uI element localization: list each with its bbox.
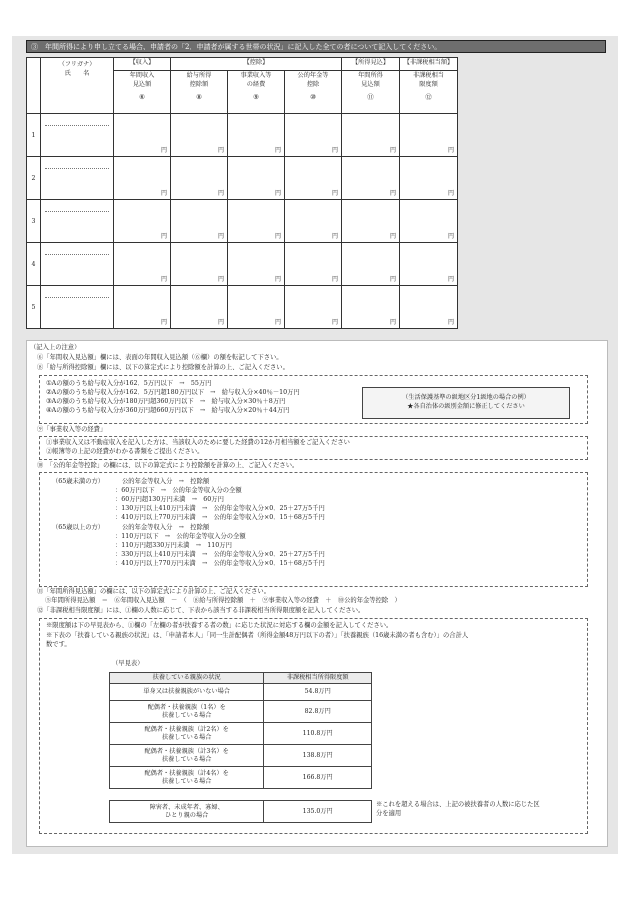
salary-deduction-field[interactable] (171, 157, 228, 200)
col-salary-deduction: 給与所得 控除額 ⑧ (171, 71, 228, 114)
table-row (27, 157, 458, 200)
yen-unit: 円 (160, 276, 167, 283)
name-field[interactable] (41, 200, 114, 243)
income-estimate-field[interactable] (342, 286, 400, 329)
row-number: 1 (27, 114, 41, 157)
quick-status: 配偶者・扶養親族（計4名）を 扶養している場合 (110, 767, 264, 789)
name-field[interactable] (41, 286, 114, 329)
yen-unit: 円 (217, 190, 224, 197)
group-income-estimate: 【所得見込】 (342, 58, 400, 71)
yen-unit: 円 (160, 147, 167, 154)
group-nontax: 【非課税相当額】 (400, 58, 458, 71)
under65-rule-3: ：130万円以上410万円未満 → 公的年金等収入分×0．25＋27万5千円 (115, 505, 325, 512)
business-expense-box (39, 436, 588, 460)
row-number: 4 (27, 243, 41, 286)
quick-status: 配偶者・扶養親族（1名）を 扶養している場合 (110, 701, 264, 723)
note-12-c: 数です。 (46, 641, 71, 648)
quick-amount: 110.8万円 (264, 723, 372, 745)
quick-amount: 82.8万円 (264, 701, 372, 723)
col-nontax-limit: 非課税相当 限度額 ⑫ (400, 71, 458, 114)
note-12: ⑫「非課税相当限度額」には、①欄の人数に応じて、下表から該当する非課税相当所得限度額を記入してください。 (37, 607, 365, 614)
yen-unit: 円 (217, 276, 224, 283)
income-estimate-field[interactable] (342, 114, 400, 157)
yen-unit: 円 (447, 233, 454, 240)
over65-head: 公的年金等収入分 → 控除額 (122, 524, 210, 531)
table-row (27, 200, 458, 243)
quick-head-status: 扶養している親族の状況 (110, 673, 264, 684)
quick-status: 配偶者・扶養親族（計2名）を 扶養している場合 (110, 723, 264, 745)
over65-label: （65歳以上の方） (52, 524, 105, 531)
under65-rule-4: ：410万円以上770万円未満 → 公的年金等収入分×0．15＋68万5千円 (115, 514, 325, 521)
pension-deduction-field[interactable] (285, 243, 342, 286)
under65-rule-1: ：60万円以下 → 公的年金等収入分の全額 (115, 487, 242, 494)
salary-rule-1: ①Aの額のうち給与収入分が162．5万円以下 → 55万円 (46, 380, 212, 387)
quick-head-amount: 非課税相当所得限度額 (264, 673, 372, 684)
yen-unit: 円 (447, 147, 454, 154)
over65-rule-3: ：330万円以上410万円未満 → 公的年金等収入分×0．25＋27万5千円 (115, 551, 325, 558)
note-11-formula: ⑤年間所得見込額 ＝ ⑥年間収入見込額 － （ ⑧給与所得控除額 ＋ ⑨事業収入等の経費 ＋ ⑩公的年金等控除 ） (45, 597, 401, 604)
pension-formula-box (39, 472, 588, 587)
annual-income-field[interactable] (114, 286, 171, 329)
nontax-limit-field[interactable] (400, 286, 458, 329)
business-expense-field[interactable] (228, 243, 285, 286)
yen-unit: 円 (331, 233, 338, 240)
business-expense-field[interactable] (228, 200, 285, 243)
annual-income-field[interactable] (114, 243, 171, 286)
yen-unit: 円 (447, 190, 454, 197)
note-9: ⑨「事業収入等の経費」 (37, 426, 107, 433)
under65-label: （65歳未満の方） (52, 478, 105, 485)
notes-title: （記入上の注意） (30, 344, 81, 351)
yen-unit: 円 (331, 319, 338, 326)
business-expense-field[interactable] (228, 157, 285, 200)
yen-unit: 円 (389, 190, 396, 197)
quick-table-title: （早見表） (112, 660, 144, 667)
quick-row (110, 684, 372, 701)
name-field[interactable] (41, 243, 114, 286)
yen-unit: 円 (160, 233, 167, 240)
over-limit-note: ※これを超える場合は、上記の被扶養者の人数に応じた区 分を適用 (376, 801, 540, 817)
yen-unit: 円 (447, 276, 454, 283)
yen-unit: 円 (389, 233, 396, 240)
section-header: ③ 年間所得により申し立てる場合、申請者の「2．申請者が属する世帯の状況」に記入した全ての者について記入してください。 (26, 40, 606, 53)
income-estimate-field[interactable] (342, 200, 400, 243)
salary-deduction-field[interactable] (171, 200, 228, 243)
salary-deduction-field[interactable] (171, 286, 228, 329)
pension-deduction-field[interactable] (285, 200, 342, 243)
col-business-expense: 事業収入等 の経費 ⑨ (228, 71, 285, 114)
yen-unit: 円 (274, 319, 281, 326)
yen-unit: 円 (389, 319, 396, 326)
table-row (27, 243, 458, 286)
quick-status: 配偶者・扶養親族（計3名）を 扶養している場合 (110, 745, 264, 767)
business-expense-field[interactable] (228, 114, 285, 157)
quick-extra-status: 障害者、未成年者、寡婦、 ひとり親の場合 (110, 801, 264, 823)
table-row (27, 114, 458, 157)
quick-row (110, 745, 372, 767)
note-12-a: ※限度額は下の早見表から、①欄の「左欄の者が扶養する者の数」に応じた状況に対応する欄の金額を記入してください。 (46, 622, 393, 629)
yen-unit: 円 (160, 319, 167, 326)
group-deduction: 【控除】 (171, 58, 342, 71)
business-rule-2: ②帳簿等の上記の経費がわかる書類をご提出ください。 (46, 448, 204, 455)
income-estimate-field[interactable] (342, 157, 400, 200)
salary-deduction-field[interactable] (171, 114, 228, 157)
yen-unit: 円 (160, 190, 167, 197)
salary-deduction-field[interactable] (171, 243, 228, 286)
yen-unit: 円 (447, 319, 454, 326)
salary-rule-4: ④Aの額のうち給与収入分が360万円超660万円以下 → 給与収入分×20％＋44万円 (46, 407, 290, 414)
pension-deduction-field[interactable] (285, 114, 342, 157)
yen-unit: 円 (331, 147, 338, 154)
yen-unit: 円 (274, 276, 281, 283)
quick-row (110, 723, 372, 745)
local-standard-note: （生活保護基準の級地区分1級地の場合の例） ★各自治体の級別金額に修正してください (362, 387, 570, 419)
nontax-limit-field[interactable] (400, 157, 458, 200)
under65-head: 公的年金等収入分 → 控除額 (122, 478, 210, 485)
quick-extra-amount: 135.0万円 (264, 801, 372, 823)
salary-rule-3: ③Aの額のうち給与収入分が180万円超360万円以下 → 給与収入分×30％＋8万円 (46, 398, 286, 405)
nontax-limit-field[interactable] (400, 243, 458, 286)
annual-income-field[interactable] (114, 200, 171, 243)
yen-unit: 円 (217, 147, 224, 154)
income-estimate-field[interactable] (342, 243, 400, 286)
note-10: ⑩ 「公的年金等控除」の欄には、以下の算定式により控除額を計算の上、ご記入ください。 (37, 462, 299, 469)
row-number: 2 (27, 157, 41, 200)
under65-rule-2: ：60万円超130万円未満 → 60万円 (115, 496, 224, 503)
col-annual-income-estimate: 年間所得 見込額 ⑪ (342, 71, 400, 114)
quick-amount: 54.8万円 (264, 684, 372, 701)
quick-row (110, 767, 372, 789)
quick-reference-table (109, 672, 372, 789)
row-number-header (27, 58, 41, 114)
quick-extra-table (109, 800, 372, 823)
note-6: ⑥「年間収入見込額」欄には、表面の年間収入見込額（⑥欄）の額を転記して下さい。 (37, 354, 283, 361)
yen-unit: 円 (274, 233, 281, 240)
quick-amount: 138.8万円 (264, 745, 372, 767)
note-8: ⑧「給与所得控除額」欄には、以下の算定式により控除額を計算の上、ご記入ください。 (37, 364, 289, 371)
over65-rule-2: ：110万円超330万円未満 → 110万円 (115, 542, 232, 549)
over65-rule-4: ：410万円以上770万円未満 → 公的年金等収入分×0．15＋68万5千円 (115, 560, 325, 567)
yen-unit: 円 (217, 319, 224, 326)
col-annual-income: 年間収入 見込額 ⑥ (114, 71, 171, 114)
quick-row (110, 701, 372, 723)
pension-deduction-field[interactable] (285, 286, 342, 329)
yen-unit: 円 (389, 276, 396, 283)
yen-unit: 円 (217, 233, 224, 240)
nontax-limit-field[interactable] (400, 200, 458, 243)
business-expense-field[interactable] (228, 286, 285, 329)
yen-unit: 円 (274, 147, 281, 154)
yen-unit: 円 (331, 190, 338, 197)
name-header: （フリガナ） 氏 名 (41, 58, 114, 114)
col-pension-deduction: 公的年金等 控除 ⑩ (285, 71, 342, 114)
annual-income-field[interactable] (114, 157, 171, 200)
pension-deduction-field[interactable] (285, 157, 342, 200)
yen-unit: 円 (389, 147, 396, 154)
name-field[interactable] (41, 114, 114, 157)
group-income: 【収入】 (114, 58, 171, 71)
row-number: 5 (27, 286, 41, 329)
row-number: 3 (27, 200, 41, 243)
income-table (26, 57, 458, 329)
note-12-b: ※下表の「扶養している親族の状況」は、「申請者本人」「同一生計配偶者（所得金額48万円以下の者）」「扶養親族（16歳未満の者も含む）」の合計人 (46, 632, 469, 639)
yen-unit: 円 (331, 276, 338, 283)
table-row (27, 286, 458, 329)
quick-amount: 166.8万円 (264, 767, 372, 789)
note-11: ⑪「年間所得見込額」の欄には、以下の算定式により計算の上、ご記入ください。 (37, 588, 270, 595)
nontax-limit-field[interactable] (400, 114, 458, 157)
annual-income-field[interactable] (114, 114, 171, 157)
yen-unit: 円 (274, 190, 281, 197)
business-rule-1: ①事業収入又は不動産収入を記入した方は、当該収入のために要した経費の12か月相当額をご記入ください (46, 439, 350, 446)
salary-rule-2: ②Aの額のうち給与収入分が162．5万円超180万円以下 → 給与収入分×40％－10万円 (46, 389, 300, 396)
name-field[interactable] (41, 157, 114, 200)
quick-status: 単身又は扶養親族がいない場合 (110, 684, 264, 701)
over65-rule-1: ：110万円以下 → 公的年金等収入分の全額 (115, 533, 246, 540)
